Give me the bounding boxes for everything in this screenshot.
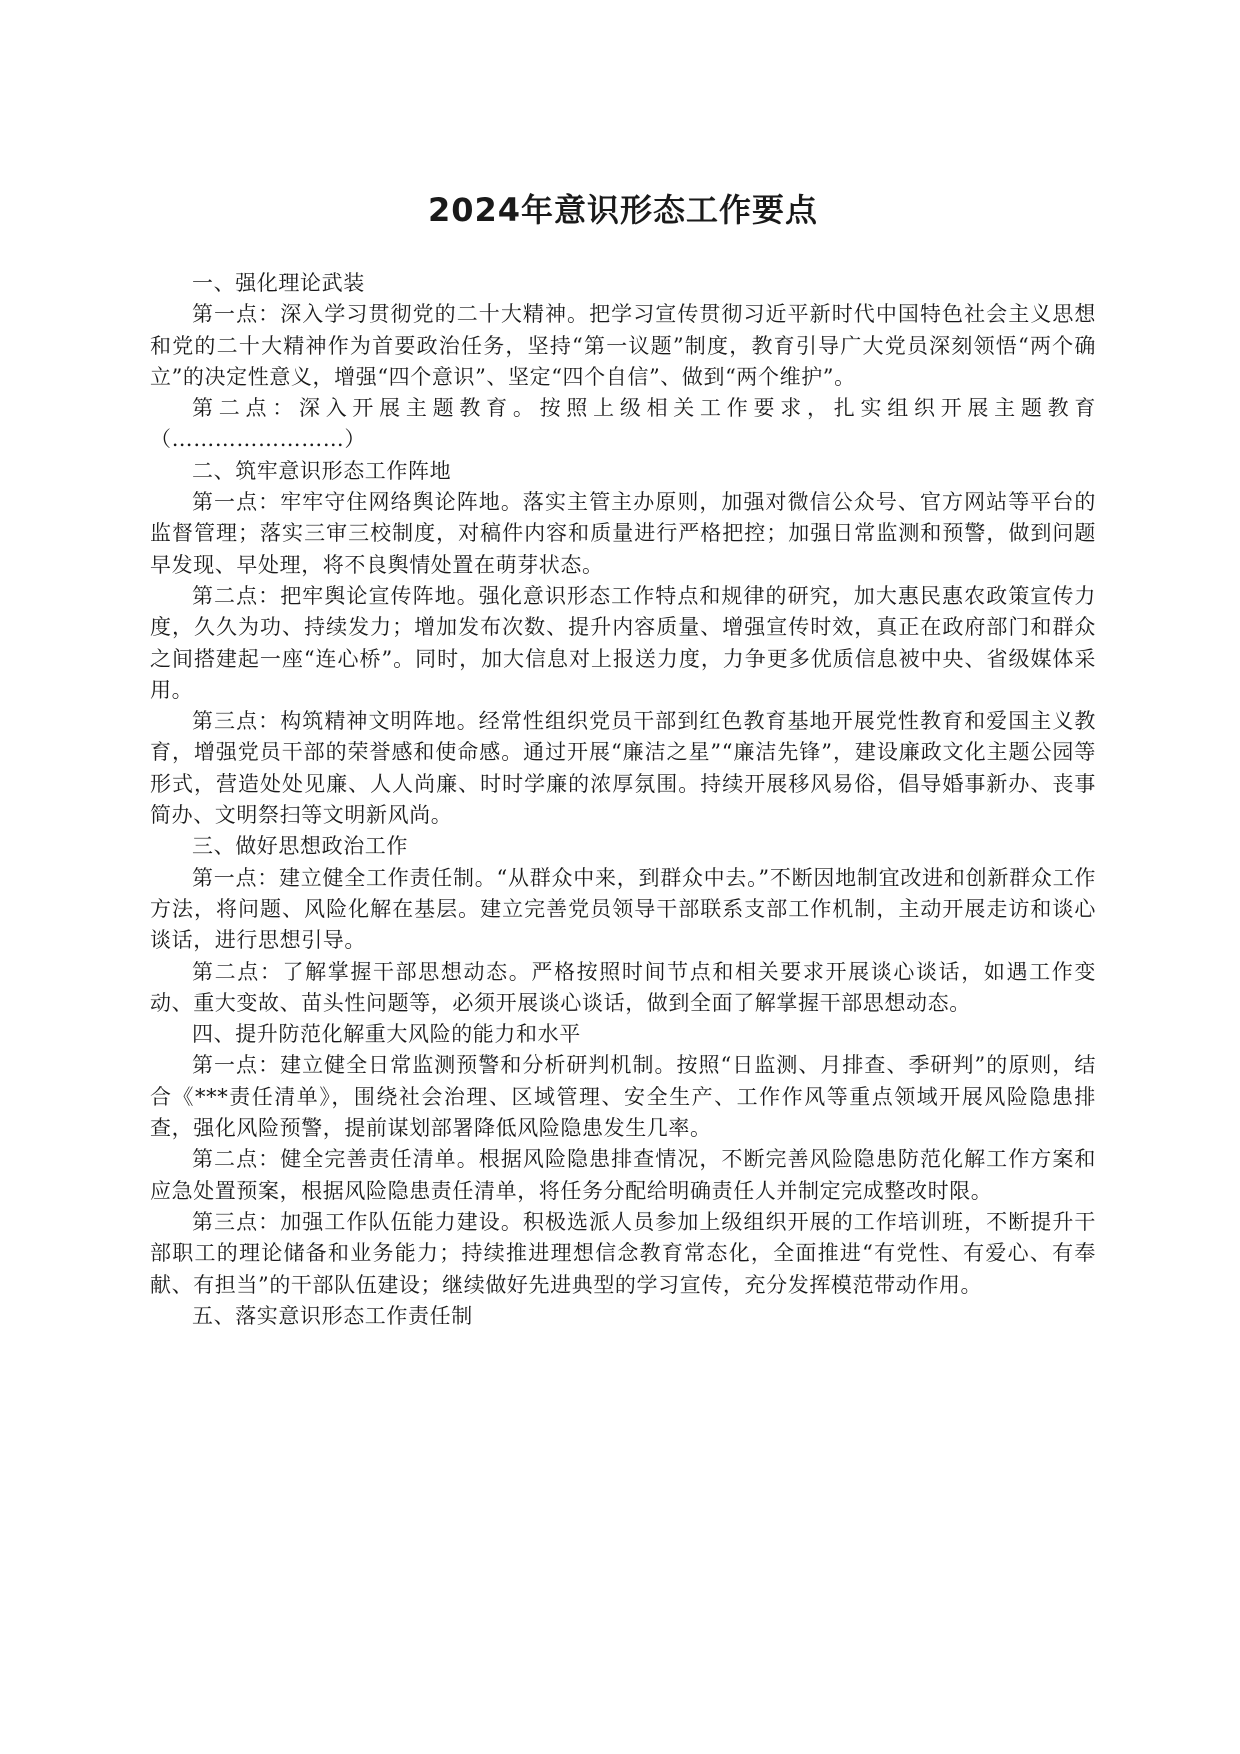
section-point: 第一点：牢牢守住网络舆论阵地。落实主管主办原则，加强对微信公众号、官方网站等平台的监督管理；落实三审三校制度，对稿件内容和质量进行严格把控；加强日常监测和预警，做到问题早发现、早处理，将不良舆情处置在萌芽状态。 — [150, 490, 1096, 577]
section-point: 第一点：深入学习贯彻党的二十大精神。把学习宣传贯彻习近平新时代中国特色社会主义思想和党的二十大精神作为首要政治任务，坚持“第一议题”制度，教育引导广大党员深刻领悟“两个确立”的决定性意义，增强“四个意识”、坚定“四个自信”、做到“两个维护”。 — [150, 302, 1096, 389]
page-title: 2024年意识形态工作要点 — [427, 191, 819, 229]
section-1 — [150, 268, 1096, 456]
section-point: 第三点：加强工作队伍能力建设。积极选派人员参加上级组织开展的工作培训班，不断提升干部职工的理论储备和业务能力；持续推进理想信念教育常态化，全面推进“有党性、有爱心、有奉献、有担当”的干部队伍建设；继续做好先进典型的学习宣传，充分发挥模范带动作用。 — [150, 1209, 1096, 1297]
section-point: 第一点：建立健全日常监测预警和分析研判机制。按照“日监测、月排查、季研判”的原则，结合《***责任清单》，围绕社会治理、区域管理、安全生产、工作作风等重点领域开展风险隐患排查，强化风险预警，提前谋划部署降低风险隐患发生几率。 — [150, 1053, 1096, 1141]
section-point: 第一点：建立健全工作责任制。“从群众中来，到群众中去。”不断因地制宜改进和创新群众工作方法，将问题、风险化解在基层。建立完善党员领导干部联系支部工作机制，主动开展走访和谈心谈话，进行思想引导。 — [150, 865, 1096, 953]
section-point: 第三点：构筑精神文明阵地。经常性组织党员干部到红色教育基地开展党性教育和爱国主义教育，增强党员干部的荣誉感和使命感。通过开展“廉洁之星”“廉洁先锋”，建设廉政文化主题公园等形式，营造处处见廉、人人尚廉、时时学廉的浓厚氛围。持续开展移风易俗，倡导婚事新办、丧事简办、文明祭扫等文明新风尚。 — [150, 709, 1096, 828]
section-heading: 一、强化理论武装 — [192, 271, 365, 295]
section-point: 第二点：把牢舆论宣传阵地。强化意识形态工作特点和规律的研究，加大惠民惠农政策宣传力度，久久为功、持续发力；增加发布次数、提升内容质量、增强宣传时效，真正在政府部门和群众之间搭建起一座“连心桥”。同时，加大信息对上报送力度，力争更多优质信息被中央、省级媒体采用。 — [150, 583, 1096, 702]
section-heading: 三、做好思想政治工作 — [192, 834, 408, 859]
section-heading: 二、筑牢意识形态工作阵地 — [192, 458, 452, 483]
section-3 — [150, 831, 1096, 1019]
section-point: 第二点：了解掌握干部思想动态。严格按照时间节点和相关要求开展谈心谈话，如遇工作变动、重大变故、苗头性问题等，必须开展谈心谈话，做到全面了解掌握干部思想动态。 — [150, 959, 1096, 1015]
section-heading: 四、提升防范化解重大风险的能力和水平 — [192, 1022, 581, 1047]
section-2 — [150, 456, 1096, 832]
section-point: 第二点：健全完善责任清单。根据风险隐患排查情况，不断完善风险隐患防范化解工作方案和应急处置预案，根据风险隐患责任清单，将任务分配给明确责任人并制定完成整改时限。 — [150, 1147, 1096, 1203]
section-4 — [150, 1019, 1096, 1301]
section-point: 第二点：深入开展主题教育。按照上级相关工作要求，扎实组织开展主题教育（……………………） — [150, 396, 1096, 452]
document-page — [150, 186, 1096, 1332]
section-5 — [150, 1301, 1096, 1332]
section-heading: 五、落实意识形态工作责任制 — [192, 1303, 473, 1328]
